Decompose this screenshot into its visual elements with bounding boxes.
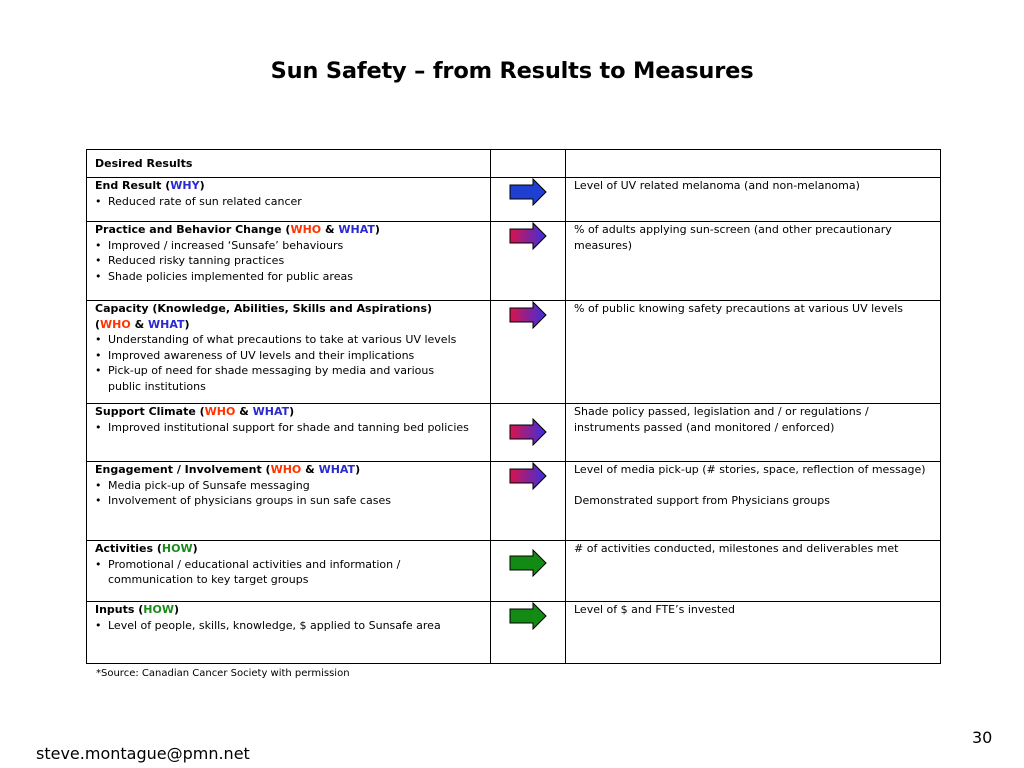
table-row (87, 541, 941, 602)
row-heading: Capacity (Knowledge, Abilities, Skills and Aspirations) (95, 302, 433, 315)
table-row (87, 178, 941, 222)
list-item: • Level of people, skills, knowledge, $ applied to Sunsafe area (95, 618, 482, 634)
arrow-cell (491, 602, 566, 664)
bullet-list (95, 332, 482, 394)
who-tag: WHO (270, 463, 302, 476)
bullet-list (95, 557, 482, 588)
source-note: *Source: Canadian Cancer Society with permission (96, 668, 350, 679)
measure-cell: % of adults applying sun-screen (and other precautionary measures) (566, 222, 941, 301)
measure-cell: # of activities conducted, milestones and deliverables met (566, 541, 941, 602)
results-table (86, 149, 941, 664)
arrow-cell (491, 301, 566, 404)
bullet-list (95, 618, 482, 634)
arrow-cell (491, 222, 566, 301)
who-tag: WHO (100, 317, 131, 331)
list-item: • Reduced risky tanning practices (95, 253, 482, 269)
arrow-cell (491, 404, 566, 462)
arrow-cell (491, 462, 566, 541)
why-tag: WHY (170, 179, 200, 192)
list-item: • Media pick-up of Sunsafe messaging (95, 478, 482, 494)
list-item: • Promotional / educational activities and information / communication to key target groups (95, 557, 482, 588)
measure-cell: Shade policy passed, legislation and / or regulations / instruments passed (and monitored / enforced) (566, 404, 941, 462)
what-tag: WHAT (318, 463, 356, 476)
table-row (87, 222, 941, 301)
measure-cell: Level of UV related melanoma (and non-melanoma) (566, 178, 941, 222)
list-item: • Improved / increased ‘Sunsafe’ behaviours (95, 238, 482, 254)
bullet-list (95, 194, 482, 210)
what-tag: WHAT (338, 223, 375, 236)
list-item: • Improved institutional support for shade and tanning bed policies (95, 420, 482, 436)
row-heading: Practice and Behavior Change (WHO & WHAT) (95, 223, 380, 236)
desired-results-header: Desired Results (87, 150, 491, 178)
arrow-right-icon (509, 549, 547, 577)
header-arrow-cell (491, 150, 566, 178)
table-row (87, 462, 941, 541)
table-header-row (87, 150, 941, 178)
row-heading: Support Climate (WHO & WHAT) (95, 405, 295, 418)
arrow-right-icon (509, 602, 547, 630)
arrow-cell (491, 178, 566, 222)
result-cell (87, 178, 491, 222)
arrow-right-icon (509, 462, 547, 490)
result-cell (87, 222, 491, 301)
row-heading-tags: (WHO & WHAT) (95, 317, 190, 331)
row-heading: End Result (WHY) (95, 179, 205, 192)
row-heading: Activities (HOW) (95, 542, 198, 555)
slide-title: Sun Safety – from Results to Measures (270, 58, 754, 84)
arrow-right-icon (509, 418, 547, 446)
measure-cell (566, 462, 941, 541)
list-item: • Reduced rate of sun related cancer (95, 194, 482, 210)
bullet-list (95, 478, 482, 509)
list-item: • Pick-up of need for shade messaging by media and various public institutions (95, 363, 482, 394)
list-item: • Involvement of physicians groups in sun safe cases (95, 493, 482, 509)
table-row (87, 404, 941, 462)
result-cell (87, 541, 491, 602)
page-number: 30 (972, 728, 993, 747)
bullet-list (95, 420, 482, 436)
result-cell (87, 301, 491, 404)
who-tag: WHO (290, 223, 322, 236)
measure-cell: Level of $ and FTE’s invested (566, 602, 941, 664)
bullet-list (95, 238, 482, 285)
what-tag: WHAT (148, 317, 185, 331)
result-cell (87, 404, 491, 462)
table-row (87, 301, 941, 404)
what-tag: WHAT (252, 405, 290, 418)
arrow-right-icon (509, 301, 547, 329)
result-cell (87, 602, 491, 664)
arrow-cell (491, 541, 566, 602)
measure-cell: % of public knowing safety precautions at various UV levels (566, 301, 941, 404)
measure-text: Demonstrated support from Physicians groups (574, 493, 830, 507)
arrow-right-icon (509, 178, 547, 206)
who-tag: WHO (204, 405, 236, 418)
list-item: • Shade policies implemented for public areas (95, 269, 482, 285)
arrow-right-icon (509, 222, 547, 250)
measure-text: Level of media pick-up (# stories, space, reflection of message) (574, 463, 926, 476)
table-row (87, 602, 941, 664)
result-cell (87, 462, 491, 541)
how-tag: HOW (161, 542, 193, 555)
how-tag: HOW (143, 603, 174, 616)
row-heading: Engagement / Involvement (WHO & WHAT) (95, 463, 361, 476)
row-heading: Inputs (HOW) (95, 603, 180, 616)
author-email: steve.montague@pmn.net (36, 744, 250, 763)
header-measure-cell (566, 150, 941, 178)
list-item: • Understanding of what precautions to take at various UV levels (95, 332, 482, 348)
list-item: • Improved awareness of UV levels and their implications (95, 348, 482, 364)
